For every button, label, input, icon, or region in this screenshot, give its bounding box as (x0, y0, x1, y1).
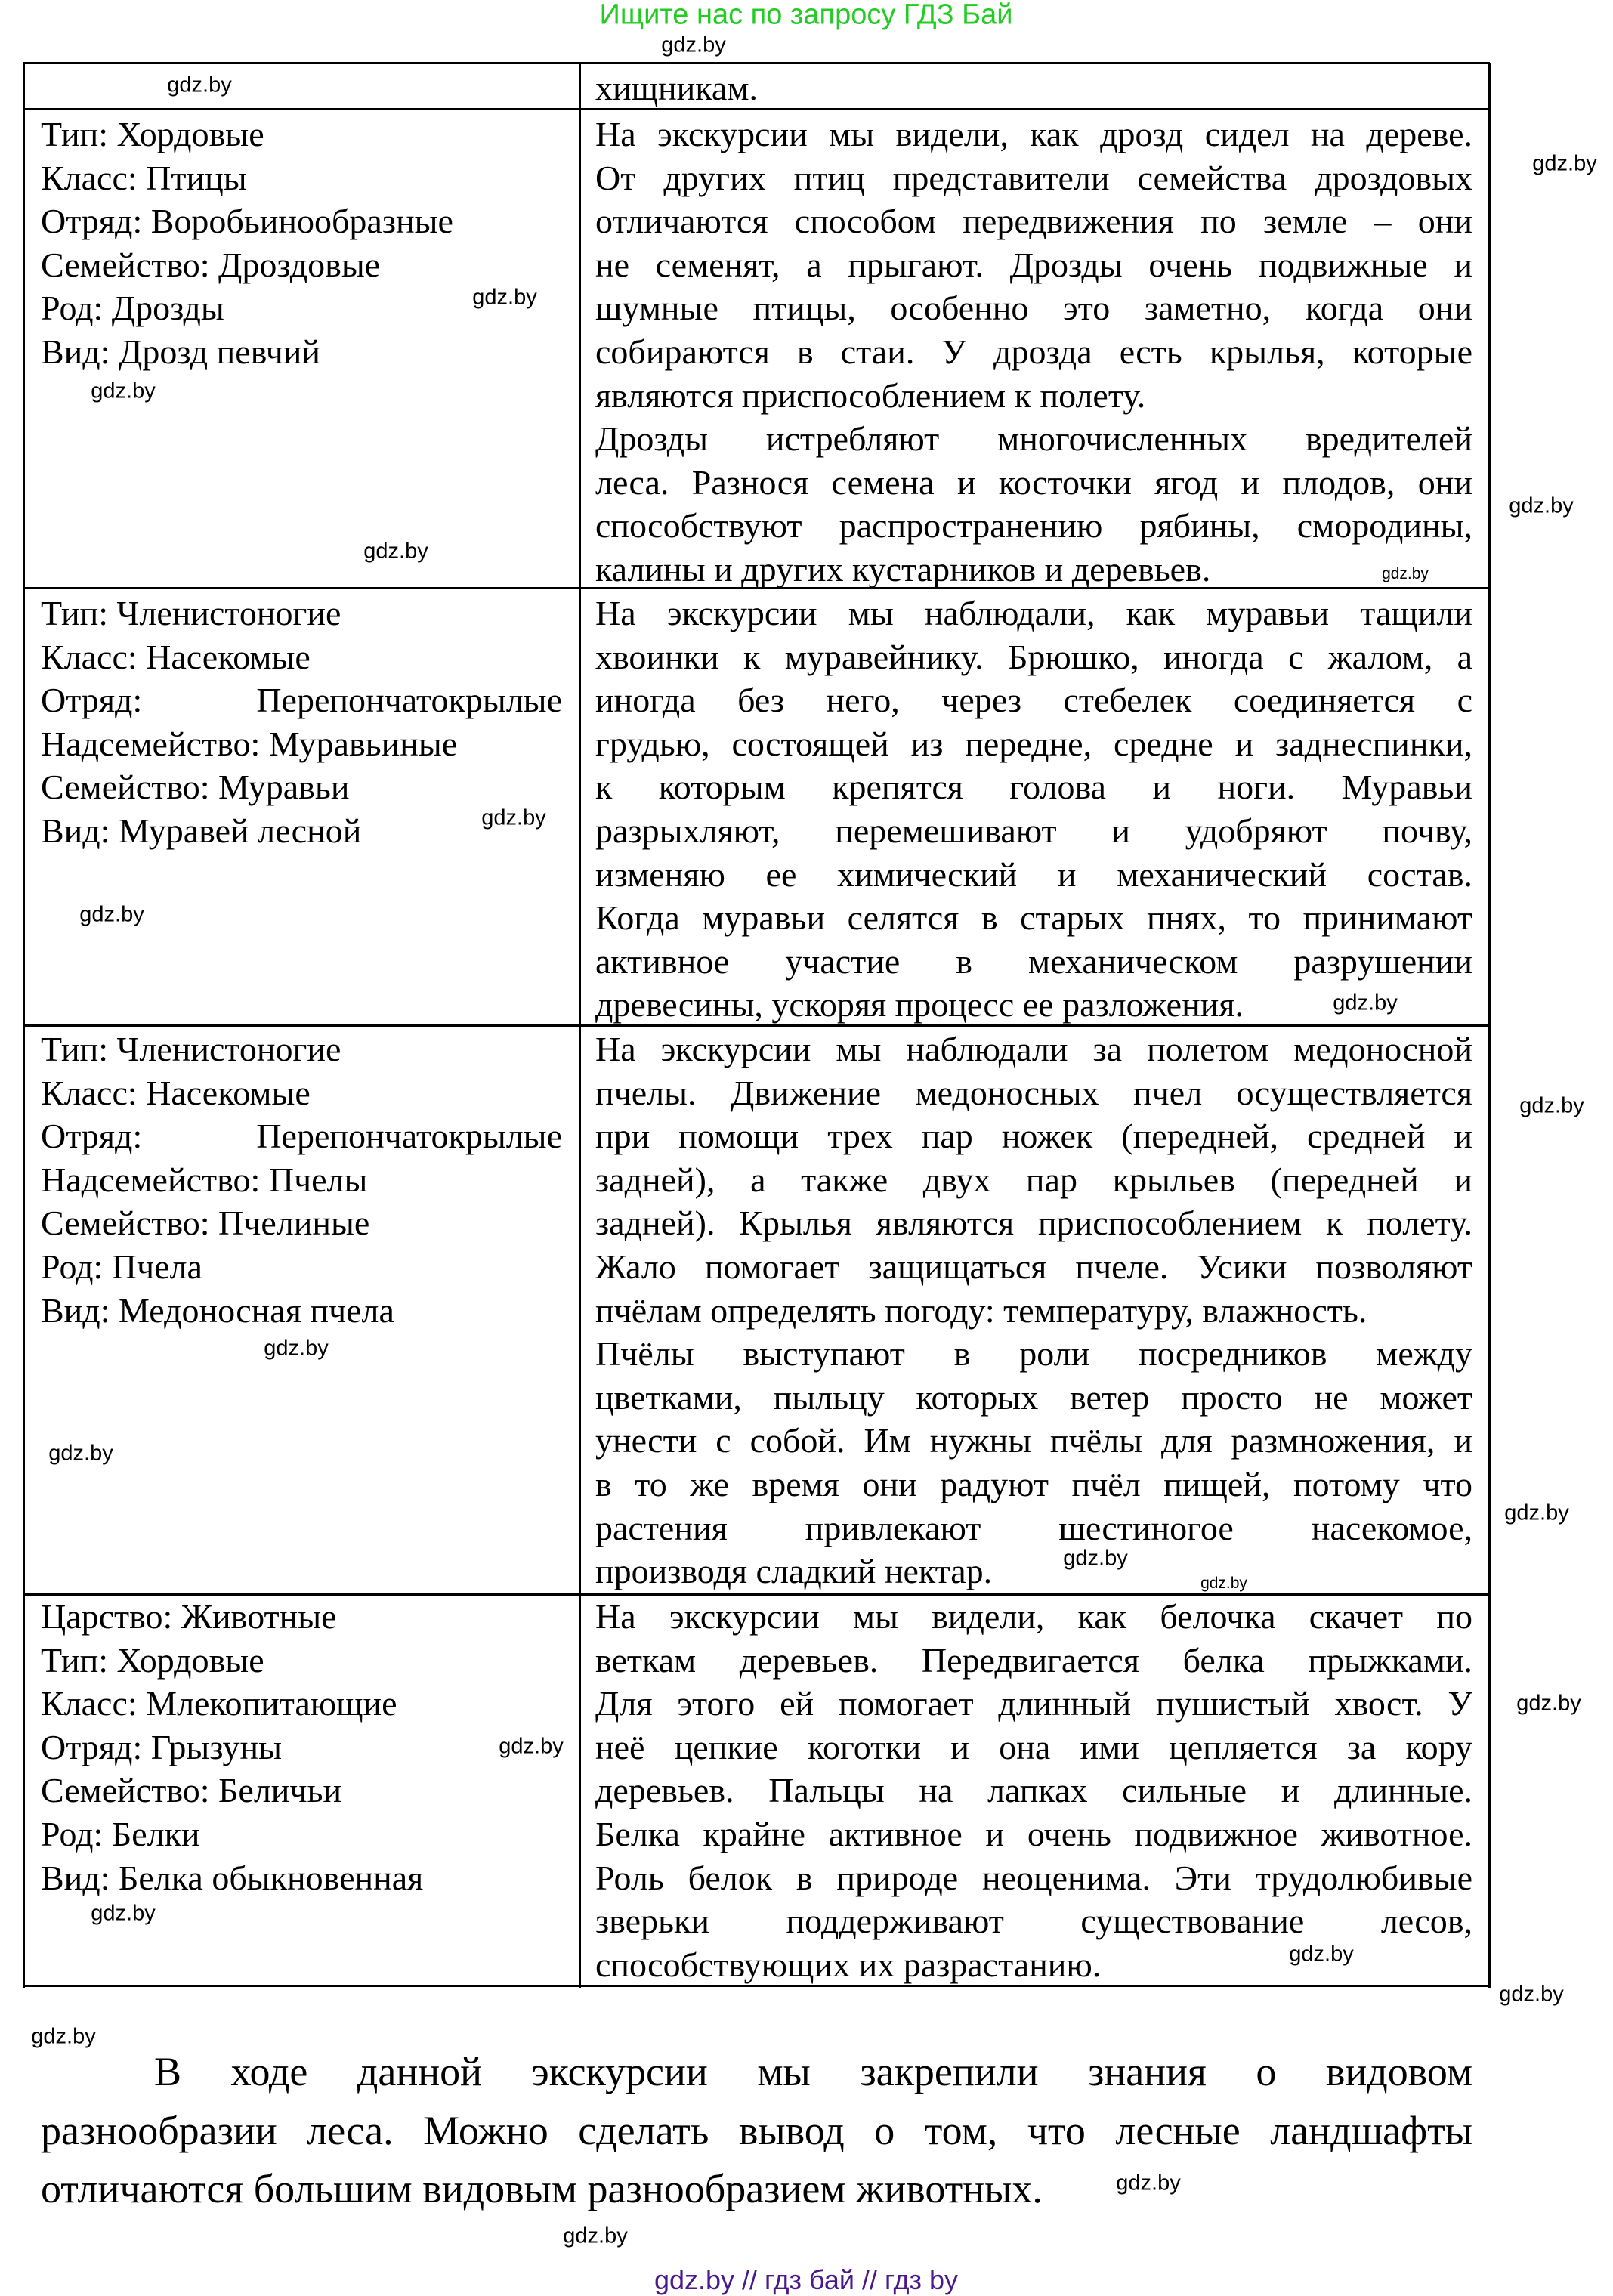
watermark: gdz.by (264, 1336, 329, 1361)
row-0-description (595, 66, 1472, 110)
taxonomy-line: Отряд: Воробьинообразные (41, 202, 453, 241)
watermark: gdz.by (363, 539, 428, 564)
taxonomy-line: Семейство: Пчелиные (41, 1204, 370, 1243)
watermark: gdz.by (1532, 151, 1597, 176)
text-line: деревьев. Пальцы на лапках сильные и длинные. (595, 1771, 1472, 1810)
row-3-description (595, 1027, 1472, 1593)
text-line: шумные птицы, особенно это заметно, когда они (595, 289, 1472, 328)
taxonomy-line: Надсемейство: Пчелы (41, 1160, 368, 1199)
taxonomy-line: Род: Пчела (41, 1247, 202, 1286)
text-line: являются приспособлением к полету. (595, 375, 1146, 415)
taxonomy-line: Род: Дрозды (41, 289, 224, 328)
footer-links[interactable]: gdz.by // гдз бай // гдз by (654, 2264, 959, 2295)
text-line: древесины, ускоряя процесс ее разложения. (595, 985, 1244, 1024)
text-line: в то же время они радуют пчёл пищей, потому что (595, 1464, 1472, 1503)
text-line: хвоинки к муравейнику. Брюшко, иногда с жалом, а (595, 637, 1472, 676)
text-line: Белка крайне активное и очень подвижное животное. (595, 1814, 1472, 1853)
text-line: задней), а также двух пар крыльев (передней и (595, 1160, 1472, 1199)
watermark: gdz.by (499, 1734, 564, 1759)
text-line: леса. Разнося семена и косточки ягод и плодов, они (595, 462, 1472, 502)
watermark: gdz.by (79, 902, 144, 927)
taxonomy-line: Тип: Членистоногие (41, 1030, 341, 1068)
row-4-taxonomy (41, 1595, 562, 1899)
text-line: Дрозды истребляют многочисленных вредителей (595, 419, 1472, 459)
text-line: разрыхляют, перемешивают и удобряют почву, (595, 811, 1472, 850)
text-line: активное участие в механическом разрушении (595, 941, 1472, 981)
text-line: Когда муравьи селятся в старых пнях, то принимают (595, 898, 1472, 938)
text-line: На экскурсии мы видели, как белочка скачет по (595, 1597, 1472, 1636)
text-line: неё цепкие коготки и она ими цепляется за кору (595, 1727, 1472, 1766)
taxonomy-line: Класс: Млекопитающие (41, 1684, 397, 1723)
search-banner-link[interactable]: Ищите нас по запросу ГДЗ Бай (599, 0, 1013, 31)
text-line: собираются в стаи. У дрозда есть крылья, которые (595, 332, 1472, 371)
taxonomy-line: Отряд: Грызуны (41, 1727, 283, 1766)
taxonomy-line: Семейство: Муравьи (41, 768, 350, 807)
taxonomy-line: Отряд: Перепончатокрылые (41, 681, 562, 720)
text-line: растения привлекают шестиногое насекомое, (595, 1508, 1472, 1547)
watermark: gdz.by (1509, 493, 1574, 518)
taxonomy-line: Класс: Насекомые (41, 1073, 311, 1112)
watermark: gdz.by (661, 32, 726, 57)
watermark: gdz.by (1289, 1942, 1354, 1967)
row-1-taxonomy (41, 113, 562, 374)
watermark: gdz.by (91, 1901, 156, 1926)
text-line: способствующих их разрастанию. (595, 1945, 1102, 1984)
taxonomy-line: Надсемейство: Муравьиные (41, 724, 458, 763)
watermark: gdz.by (31, 2024, 96, 2049)
taxonomy-line: Род: Белки (41, 1814, 200, 1853)
text-line: пчёлам определять погоду: температуру, влажность. (595, 1290, 1367, 1330)
text-line: На экскурсии мы наблюдали, как муравьи тащили (595, 594, 1472, 632)
text-line: Для этого ей помогает длинный пушистый хвост. У (595, 1684, 1472, 1723)
text-line: Роль белок в природе неоценима. Эти трудолюбивые (595, 1858, 1472, 1897)
text-line: отличаются способом передвижения по земле – они (595, 202, 1472, 241)
text-line: В ходе данной экскурсии мы закрепили знания о видовом (154, 2049, 1472, 2094)
taxonomy-line: Тип: Хордовые (41, 1640, 264, 1680)
watermark: gdz.by (481, 805, 546, 830)
text-line: способствуют распространению рябины, смородины, (595, 506, 1472, 545)
text-line: грудью, состоящей из передне, средне и заднеспинки, (595, 724, 1472, 763)
text-line: при помощи трех пар ножек (передней, средней и (595, 1117, 1472, 1156)
text-line: От других птиц представители семейства дроздовых (595, 158, 1472, 197)
text-line: изменяю ее химический и механический состав. (595, 854, 1472, 894)
text-line: пчелы. Движение медоносных пчел осуществляется (595, 1073, 1472, 1112)
row-2-description (595, 592, 1472, 1027)
text-line: производя сладкий нектар. (595, 1552, 993, 1591)
text-line: Жало помогает защищаться пчеле. Усики позволяют (595, 1247, 1472, 1286)
watermark: gdz.by (1382, 565, 1429, 582)
text-line: разнообразии леса. Можно сделать вывод о том, что лесные ландшафты (41, 2107, 1472, 2153)
text-line: к которым крепятся голова и ноги. Муравьи (595, 768, 1472, 807)
watermark: gdz.by (91, 379, 156, 403)
watermark: gdz.by (1499, 1982, 1564, 2007)
table-border (1488, 63, 1491, 1988)
watermark: gdz.by (1063, 1546, 1128, 1571)
taxonomy-line: Тип: Хордовые (41, 115, 264, 153)
table-border (23, 63, 25, 1988)
taxonomy-line: Вид: Белка обыкновенная (41, 1858, 424, 1897)
text-line: На экскурсии мы наблюдали за полетом медоносной (595, 1030, 1472, 1068)
text-line: На экскурсии мы видели, как дрозд сидел на дереве. (595, 115, 1472, 153)
watermark: gdz.by (1519, 1093, 1584, 1118)
text-line: хищникам. (595, 69, 758, 107)
taxonomy-line: Вид: Муравей лесной (41, 811, 362, 850)
text-line: калины и других кустарников и деревьев. (595, 549, 1211, 589)
taxonomy-line: Семейство: Беличьи (41, 1771, 342, 1810)
watermark: gdz.by (1516, 1691, 1581, 1716)
text-line: унести с собой. Им нужны пчёлы для размножения, и (595, 1421, 1472, 1460)
text-line: иногда без него, через стебелек соединяется с (595, 681, 1472, 720)
watermark: gdz.by (563, 2223, 628, 2248)
row-4-description (595, 1595, 1472, 1986)
row-1-description (595, 113, 1472, 592)
taxonomy-line: Отряд: Перепончатокрылые (41, 1117, 562, 1156)
text-line: Пчёлы выступают в роли посредников между (595, 1334, 1472, 1374)
table-border (23, 62, 1490, 64)
taxonomy-line: Вид: Медоносная пчела (41, 1290, 394, 1330)
row-3-taxonomy (41, 1027, 562, 1332)
watermark: gdz.by (1333, 990, 1398, 1015)
watermark: gdz.by (167, 73, 232, 97)
text-line: веткам деревьев. Передвигается белка прыжками. (595, 1640, 1472, 1680)
column-divider (579, 63, 581, 1988)
conclusion-paragraph (41, 2043, 1472, 2219)
taxonomy-line: Семейство: Дроздовые (41, 245, 381, 284)
taxonomy-line: Класс: Птицы (41, 158, 247, 197)
text-line: не семенят, а прыгают. Дрозды очень подвижные и (595, 245, 1472, 284)
watermark: gdz.by (1116, 2171, 1181, 2196)
text-line: задней). Крылья являются приспособлением к полету. (595, 1204, 1472, 1243)
taxonomy-line: Класс: Насекомые (41, 637, 311, 676)
taxonomy-line: Тип: Членистоногие (41, 594, 341, 632)
taxonomy-line: Вид: Дрозд певчий (41, 332, 320, 371)
watermark: gdz.by (472, 285, 537, 310)
text-line: цветками, пыльцу которых ветер просто не может (595, 1377, 1472, 1417)
watermark: gdz.by (1504, 1500, 1569, 1525)
text-line: зверьки поддерживают существование лесов, (595, 1902, 1472, 1941)
taxonomy-line: Царство: Животные (41, 1597, 337, 1636)
text-line: отличаются большим видовым разнообразием животных. (41, 2166, 1043, 2211)
watermark: gdz.by (1200, 1574, 1247, 1592)
watermark: gdz.by (48, 1441, 113, 1466)
